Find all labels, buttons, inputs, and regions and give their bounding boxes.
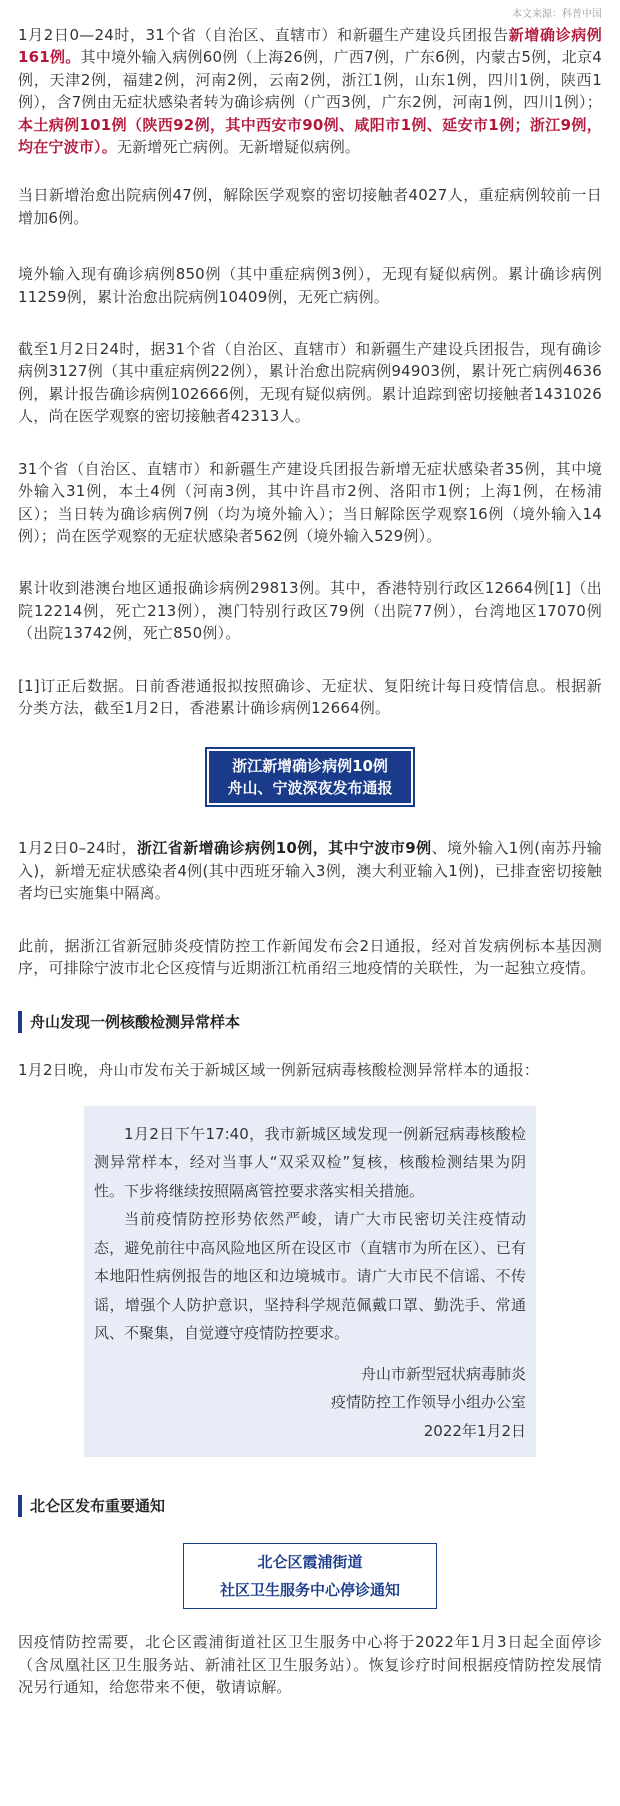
paragraph-national-summary: [18, 24, 602, 158]
paragraph-beilun-closure: 因疫情防控需要，北仑区霞浦街道社区卫生服务中心将于2022年1月3日起全面停诊（含凤凰社区卫生服务站、新浦社区卫生服务站）。恢复诊疗时间根据疫情防控发展情况另行通知，给您带来不便，敬请谅解。: [18, 1633, 602, 1697]
highlight-new-cases: 新增确诊病例161例。: [18, 26, 603, 67]
highlight-zhejiang: 浙江省新增确诊病例10例，其中宁波市9例: [136, 839, 432, 858]
paragraph-recovered: 当日新增治愈出院病例47例，解除医学观察的密切接触者4027人，重症病例较前一日增加6例。: [18, 186, 602, 227]
quote-date: 2022年1月2日: [423, 1421, 526, 1440]
paragraph-asymptomatic: 31个省（自治区、直辖市）和新疆生产建设兵团报告新增无症状感染者35例，其中境外输入31例，本土4例（河南3例，其中许昌市2例、洛阳市1例；上海1例，在杨浦区）；当日转为确诊病例7例（均为境外输入）；当日解除医学观察16例（境外输入14例）；尚在医学观察的无症状感染者562例（境外输入529例）。: [18, 459, 602, 545]
quote-signature: 舟山市新型冠状病毒肺炎: [360, 1364, 526, 1383]
text: 、境外输入1例(南苏丹输入)，新增无症状感染者4例(其中西班牙输入3例，澳大利亚输入1例)，已排查密切接触者均已实施集中隔离。: [18, 839, 602, 903]
notice-line: 北仑区霞浦街道: [257, 1553, 363, 1572]
quote-paragraph: 当前疫情防控形势依然严峻，请广大市民密切关注疫情动态，避免前往中高风险地区所在设区市（直辖市为所在区）、已有本地阳性病例报告的地区和边境城市。请广大市民不信谣、不传谣，增强个人防护意识，坚持科学规范佩戴口罩、勤洗手、常通风、不聚集，自觉遵守疫情防控要求。: [94, 1210, 526, 1343]
quote-paragraph: 1月2日下午17:40，我市新城区域发现一例新冠病毒核酸检测异常样本，经对当事人“双采双检”复核，核酸检测结果为阴性。下步将继续按照隔离管控要求落实相关措施。: [94, 1124, 526, 1200]
paragraph-zhoushan-intro: 1月2日晚，舟山市发布关于新城区域一例新冠病毒核酸检测异常样本的通报：: [18, 1061, 540, 1080]
highlight-local-cases: 本土病例101例（陕西92例，其中西安市90例、咸阳市1例、延安市1例；浙江9例，均在宁波市）。: [18, 115, 602, 157]
section-heading-zhoushan: 舟山发现一例核酸检测异常样本: [18, 1011, 602, 1033]
text: 其中境外输入病例60例（上海26例，广西7例，广东6例，内蒙古5例，北京4例，天津2例，福建2例，河南2例，云南2例，浙江1例，山东1例，四川1例，陕西1例），含7例由无症状感染者转为确诊病例（广西3例，广东2例，河南1例，四川1例）；: [18, 48, 602, 112]
quote-signature: 疫情防控工作领导小组办公室: [330, 1393, 526, 1412]
beilun-notice-box: [183, 1543, 437, 1609]
paragraph-ningbo: 此前，据浙江省新冠肺炎疫情防控工作新闻发布会2日通报，经对首发病例标本基因测序，可排除宁波市北仑区疫情与近期浙江杭甬绍三地疫情的关联性，为一起独立疫情。: [18, 936, 602, 977]
zhoushan-notice-quote: [84, 1106, 536, 1458]
paragraph-hk-macau-taiwan: 累计收到港澳台地区通报确诊病例29813例。其中，香港特别行政区12664例[1]（出院12214例，死亡213例），澳门特别行政区79例（出院77例），台湾地区17070例（出院13742例，死亡850例）。: [18, 579, 602, 643]
section-heading-beilun: 北仑区发布重要通知: [18, 1495, 602, 1517]
text: 1月2日0—24时，31个省（自治区、直辖市）和新疆生产建设兵团报告: [18, 26, 509, 44]
text: 1月2日0–24时，: [18, 839, 137, 858]
zhejiang-headline-box: [205, 747, 415, 807]
paragraph-zhejiang: [18, 837, 602, 904]
paragraph-imported: 境外输入现有确诊病例850例（其中重症病例3例），无现有疑似病例。累计确诊病例11259例，累计治愈出院病例10409例，无死亡病例。: [18, 265, 602, 306]
notice-line: 社区卫生服务中心停诊通知: [219, 1581, 400, 1600]
text: 无新增死亡病例。无新增疑似病例。: [116, 138, 361, 157]
paragraph-footnote: [1]订正后数据。日前香港通报拟按照确诊、无症状、复阳统计每日疫情信息。根据新分类方法，截至1月2日，香港累计确诊病例12664例。: [18, 676, 602, 717]
headline-line: 舟山、宁波深夜发布通报: [227, 779, 393, 798]
headline-line: 浙江新增确诊病例10例: [232, 757, 388, 776]
paragraph-cumulative: 截至1月2日24时，据31个省（自治区、直辖市）和新疆生产建设兵团报告，现有确诊病例3127例（其中重症病例22例），累计治愈出院病例94903例，累计死亡病例4636例，累计报告确诊病例102666例，无现有疑似病例。累计追踪到密切接触者1431026人，尚在医学观察的密切接触者42313人。: [18, 340, 602, 426]
article-source: 本文来源：科普中国: [512, 9, 602, 20]
